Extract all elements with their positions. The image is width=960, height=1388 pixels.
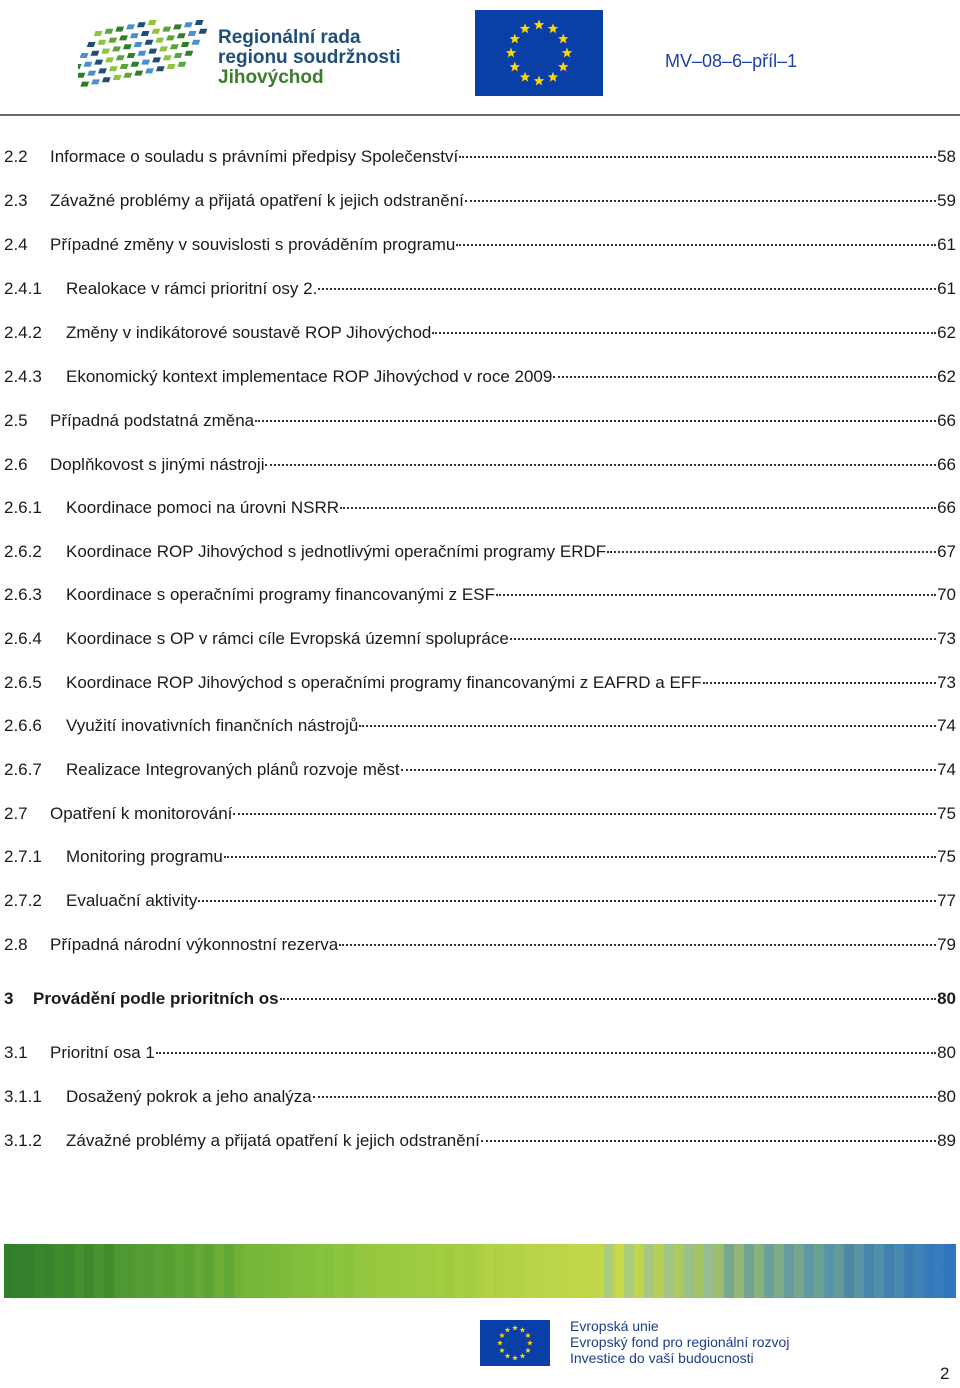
logo-dot xyxy=(78,64,82,69)
logo-dot xyxy=(134,71,143,76)
logo-dot xyxy=(134,42,143,47)
logo-dot xyxy=(163,55,172,60)
stripe-band xyxy=(384,1244,394,1298)
stripe-band xyxy=(604,1244,614,1298)
logo-dot xyxy=(145,40,154,45)
logo-dot xyxy=(188,31,197,36)
toc-entry-number: 2.6.1 xyxy=(4,498,42,517)
logo-dot xyxy=(120,64,129,69)
toc-entry-number: 2.6.3 xyxy=(4,585,42,604)
toc-entry[interactable] xyxy=(4,541,956,567)
toc-dot-leader xyxy=(496,580,936,596)
logo-text-line-2: regionu soudržnosti xyxy=(218,47,401,68)
toc-entry-title: Doplňkovost s jinými nástroji xyxy=(50,455,265,474)
eu-text-line-2: Evropský fond pro regionální rozvoj xyxy=(570,1334,790,1350)
logo-dot xyxy=(113,75,122,80)
toc-entry[interactable] xyxy=(4,988,956,1014)
toc-entry-page: 77 xyxy=(937,891,956,910)
toc-entry-page: 80 xyxy=(937,989,956,1008)
logo-dot xyxy=(84,62,93,67)
toc-entry[interactable] xyxy=(4,672,956,698)
stripe-band xyxy=(144,1244,154,1298)
stripe-band xyxy=(664,1244,674,1298)
stripe-band xyxy=(844,1244,854,1298)
logo-dot xyxy=(119,35,128,40)
logo-dot xyxy=(137,22,146,27)
toc-entry-title: Případné změny v souvislosti s prováděním programu xyxy=(50,235,456,254)
toc-entry-title: Ekonomický kontext implementace ROP Jihovýchod v roce 2009 xyxy=(66,367,553,386)
toc-dot-leader xyxy=(313,1082,936,1098)
logo-dot xyxy=(102,77,111,82)
eu-text-line-3: Investice do vaší budoucnosti xyxy=(570,1350,754,1366)
toc-entry-number: 2.8 xyxy=(4,935,28,954)
logo-dot xyxy=(152,57,161,62)
toc-dot-leader xyxy=(401,755,937,771)
toc-entry-title: Využití inovativních finančních nástrojů xyxy=(66,716,359,735)
logo-dot xyxy=(178,62,187,67)
toc-entry-title: Realokace v rámci prioritní osy 2. xyxy=(66,279,318,298)
stripe-band xyxy=(184,1244,194,1298)
stripe-band xyxy=(864,1244,874,1298)
toc-entry-title: Dosažený pokrok a jeho analýza xyxy=(66,1087,312,1106)
logo-dot xyxy=(91,79,100,84)
stripe-band xyxy=(744,1244,754,1298)
stripe-band xyxy=(464,1244,474,1298)
logo-dot xyxy=(148,20,157,25)
page-number: 2 xyxy=(940,1364,950,1383)
logo-dot xyxy=(91,51,100,56)
logo-dot xyxy=(94,31,103,36)
toc-dot-leader xyxy=(510,624,936,640)
toc-entry-title: Prioritní osa 1 xyxy=(50,1043,155,1062)
logo-dot xyxy=(145,68,154,73)
toc-entry-page: 89 xyxy=(937,1131,956,1150)
logo-dot xyxy=(87,42,96,47)
logo-dot xyxy=(156,66,165,71)
toc-entry[interactable] xyxy=(4,1042,956,1068)
toc-dot-leader xyxy=(340,493,936,509)
toc-entry-number: 3.1 xyxy=(4,1043,28,1062)
logo-dot xyxy=(181,42,190,47)
stripe-band xyxy=(364,1244,374,1298)
stripe-band xyxy=(624,1244,634,1298)
stripe-band xyxy=(44,1244,54,1298)
stripe-band xyxy=(504,1244,514,1298)
toc-entry-number: 2.4 xyxy=(4,235,28,254)
toc-entry-page: 66 xyxy=(937,455,956,474)
toc-entry[interactable] xyxy=(4,322,956,348)
toc-dot-leader xyxy=(224,842,936,858)
toc-entry-title: Evaluační aktivity xyxy=(66,891,198,910)
toc-dot-leader xyxy=(553,362,936,378)
logo-dot xyxy=(185,51,194,56)
toc-entry-number: 2.6.2 xyxy=(4,542,42,561)
logo-dot xyxy=(109,66,118,71)
toc-entry-number: 3 xyxy=(4,989,14,1008)
toc-entry-title: Závažné problémy a přijatá opatření k jejich odstranění xyxy=(50,191,464,210)
toc-entry[interactable] xyxy=(4,454,956,480)
eu-text-line-1: Evropská unie xyxy=(570,1318,659,1334)
toc-entry-number: 2.6.5 xyxy=(4,673,42,692)
stripe-band xyxy=(264,1244,274,1298)
toc-entry[interactable] xyxy=(4,584,956,610)
toc-entry-page: 66 xyxy=(937,498,956,517)
toc-dot-leader xyxy=(318,274,936,290)
logo-dot xyxy=(192,40,201,45)
toc-entry[interactable] xyxy=(4,410,956,436)
logo-dot xyxy=(105,57,114,62)
eu-flag-footer-icon xyxy=(480,1320,550,1366)
logo-dot xyxy=(80,53,89,58)
toc-entry-page: 61 xyxy=(937,279,956,298)
toc-entry[interactable] xyxy=(4,803,956,829)
logo-dot xyxy=(166,35,175,40)
logo-dot xyxy=(184,22,193,27)
logo-dot xyxy=(108,38,117,43)
toc-entry-title: Koordinace ROP Jihovýchod s jednotlivými operačními programy ERDF xyxy=(66,542,607,561)
toc-entry-page: 62 xyxy=(937,323,956,342)
logo-dot xyxy=(138,51,147,56)
toc-entry-number: 2.6.4 xyxy=(4,629,42,648)
stripe-band xyxy=(104,1244,114,1298)
document-code: MV–08–6–příl–1 xyxy=(665,51,798,71)
toc-entry-page: 79 xyxy=(937,935,956,954)
toc-entry[interactable] xyxy=(4,190,956,216)
toc-dot-leader xyxy=(459,142,936,158)
logo-dot xyxy=(159,46,168,51)
logo-dot xyxy=(177,33,186,38)
stripe-band xyxy=(544,1244,554,1298)
toc-dot-leader xyxy=(280,984,936,1000)
stripe-band xyxy=(64,1244,74,1298)
toc-entry-title: Koordinace pomoci na úrovni NSRR xyxy=(66,498,340,517)
toc-entry-number: 2.4.3 xyxy=(4,367,42,386)
logo-dot xyxy=(155,38,164,43)
toc-entry[interactable] xyxy=(4,366,956,392)
logo-dot xyxy=(127,53,136,58)
toc-entry-title: Koordinace s operačními programy financovanými z ESF xyxy=(66,585,495,604)
toc-entry[interactable] xyxy=(4,715,956,741)
toc-entry-page: 67 xyxy=(937,542,956,561)
logo-dot xyxy=(124,73,133,78)
stripe-band xyxy=(84,1244,94,1298)
logo-dot xyxy=(101,49,110,54)
logo-dot xyxy=(78,73,85,78)
toc-entry-page: 80 xyxy=(937,1087,956,1106)
toc-entry-page: 62 xyxy=(937,367,956,386)
stripe-band xyxy=(404,1244,414,1298)
toc-dot-leader xyxy=(456,230,936,246)
toc-entry-page: 59 xyxy=(937,191,956,210)
logo-dot xyxy=(98,68,107,73)
logo-dot xyxy=(131,62,140,67)
toc-entry-number: 2.7.2 xyxy=(4,891,42,910)
stripe-band xyxy=(784,1244,794,1298)
toc-entry-page: 61 xyxy=(937,235,956,254)
toc-entry-page: 66 xyxy=(937,411,956,430)
logo-dot xyxy=(87,71,96,76)
toc-entry-title: Koordinace ROP Jihovýchod s operačními programy financovanými z EAFRD a EFF xyxy=(66,673,702,692)
stripe-band xyxy=(124,1244,134,1298)
toc-entry[interactable] xyxy=(4,234,956,260)
toc-entry-title: Závažné problémy a přijatá opatření k jejich odstranění xyxy=(66,1131,480,1150)
toc-entry[interactable] xyxy=(4,628,956,654)
toc-entry-number: 2.5 xyxy=(4,411,28,430)
logo-dot xyxy=(115,27,124,32)
toc-entry-number: 2.6.6 xyxy=(4,716,42,735)
header-divider xyxy=(0,114,960,116)
toc-entry-title: Monitoring programu xyxy=(66,847,223,866)
footer-color-stripe xyxy=(4,1244,956,1298)
stripe-band xyxy=(944,1244,954,1298)
toc-entry-page: 73 xyxy=(937,673,956,692)
eu-erdf-logo xyxy=(480,1318,860,1368)
logo-dot xyxy=(105,29,114,34)
toc-entry-page: 75 xyxy=(937,804,956,823)
stripe-band xyxy=(444,1244,454,1298)
logo-dot xyxy=(173,24,182,29)
toc-entry-number: 2.3 xyxy=(4,191,28,210)
toc-entry-page: 75 xyxy=(937,847,956,866)
logo-dot xyxy=(148,49,157,54)
toc-entry-number: 3.1.1 xyxy=(4,1087,42,1106)
stripe-band xyxy=(524,1244,534,1298)
logo-dot xyxy=(126,24,135,29)
logo-dot xyxy=(130,33,139,38)
logo-text-line-3: Jihovýchod xyxy=(218,67,324,88)
toc-entry-title: Provádění podle prioritních os xyxy=(33,989,279,1008)
toc-entry-title: Změny v indikátorové soustavě ROP Jihovýchod xyxy=(66,323,432,342)
stripe-band xyxy=(4,1244,14,1298)
stripe-band xyxy=(204,1244,214,1298)
logo-dot xyxy=(141,60,150,65)
toc-entry-title: Opatření k monitorování xyxy=(50,804,233,823)
stripe-band xyxy=(164,1244,174,1298)
stripe-band xyxy=(324,1244,334,1298)
logo-dot xyxy=(152,29,161,34)
stripe-band xyxy=(304,1244,314,1298)
stripe-band xyxy=(764,1244,774,1298)
logo-dot xyxy=(94,60,103,65)
toc-entry-number: 2.6 xyxy=(4,455,28,474)
toc-entry-page: 73 xyxy=(937,629,956,648)
toc-entry[interactable] xyxy=(4,278,956,304)
stripe-band xyxy=(704,1244,714,1298)
toc-entry-title: Realizace Integrovaných plánů rozvoje měst xyxy=(66,760,400,779)
stripe-band xyxy=(904,1244,914,1298)
stripe-band xyxy=(824,1244,834,1298)
toc-entry[interactable] xyxy=(4,1086,956,1112)
toc-dot-leader xyxy=(481,1126,936,1142)
stripe-band xyxy=(24,1244,34,1298)
toc-dot-leader xyxy=(255,406,936,422)
stripe-band xyxy=(484,1244,494,1298)
stripe-band xyxy=(244,1244,254,1298)
toc-entry[interactable] xyxy=(4,890,956,916)
logo-dot xyxy=(116,55,125,60)
regional-council-logo-mark-icon xyxy=(78,16,216,94)
stripe-band xyxy=(884,1244,894,1298)
toc-entry-title: Informace o souladu s právními předpisy Společenství xyxy=(50,147,459,166)
toc-dot-leader xyxy=(359,711,936,727)
page-header xyxy=(0,0,960,118)
toc-entry-number: 2.2 xyxy=(4,147,28,166)
stripe-band xyxy=(564,1244,574,1298)
stripe-band xyxy=(804,1244,814,1298)
logo-dot xyxy=(98,40,107,45)
logo-dot xyxy=(195,20,204,25)
stripe-band xyxy=(284,1244,294,1298)
toc-entry-number: 2.4.1 xyxy=(4,279,42,298)
toc-entry[interactable] xyxy=(4,1130,956,1156)
logo-dot xyxy=(112,46,121,51)
toc-entry-number: 2.4.2 xyxy=(4,323,42,342)
toc-entry-title: Případná podstatná změna xyxy=(50,411,255,430)
toc-entry[interactable] xyxy=(4,146,956,172)
toc-dot-leader xyxy=(339,930,936,946)
stripe-band xyxy=(424,1244,434,1298)
eu-flag-icon xyxy=(475,10,603,96)
toc-dot-leader xyxy=(703,668,937,684)
toc-entry-number: 2.7 xyxy=(4,804,28,823)
toc-entry-page: 70 xyxy=(937,585,956,604)
toc-entry-page: 80 xyxy=(937,1043,956,1062)
toc-entry-page: 74 xyxy=(937,760,956,779)
toc-dot-leader xyxy=(233,799,936,815)
toc-entry[interactable] xyxy=(4,759,956,785)
toc-entry[interactable] xyxy=(4,497,956,523)
stripe-band xyxy=(924,1244,934,1298)
toc-dot-leader xyxy=(607,537,936,553)
logo-dot xyxy=(174,53,183,58)
toc-entry-title: Případná národní výkonnostní rezerva xyxy=(50,935,339,954)
toc-entry-number: 2.6.7 xyxy=(4,760,42,779)
stripe-band xyxy=(584,1244,594,1298)
logo-dot xyxy=(123,44,132,49)
logo-dot xyxy=(162,27,171,32)
stripe-band xyxy=(644,1244,654,1298)
logo-dot xyxy=(80,82,89,87)
toc-entry[interactable] xyxy=(4,934,956,960)
stripe-band xyxy=(344,1244,354,1298)
toc-entry-page: 74 xyxy=(937,716,956,735)
logo-dot xyxy=(199,29,208,34)
toc-dot-leader xyxy=(432,318,936,334)
logo-dot xyxy=(167,64,176,69)
toc-entry[interactable] xyxy=(4,846,956,872)
toc-dot-leader xyxy=(265,450,936,466)
regional-council-logo xyxy=(78,8,408,100)
toc-entry-title: Koordinace s OP v rámci cíle Evropská územní spolupráce xyxy=(66,629,509,648)
toc-entry-number: 3.1.2 xyxy=(4,1131,42,1150)
toc-dot-leader xyxy=(465,186,936,202)
logo-dot xyxy=(141,31,150,36)
toc-dot-leader xyxy=(198,886,936,902)
toc-dot-leader xyxy=(156,1038,936,1054)
stripe-band xyxy=(724,1244,734,1298)
logo-text-line-1: Regionální rada xyxy=(218,27,361,48)
logo-dot xyxy=(170,44,179,49)
toc-entry-number: 2.7.1 xyxy=(4,847,42,866)
toc-entry-page: 58 xyxy=(937,147,956,166)
stripe-band xyxy=(224,1244,234,1298)
stripe-band xyxy=(684,1244,694,1298)
